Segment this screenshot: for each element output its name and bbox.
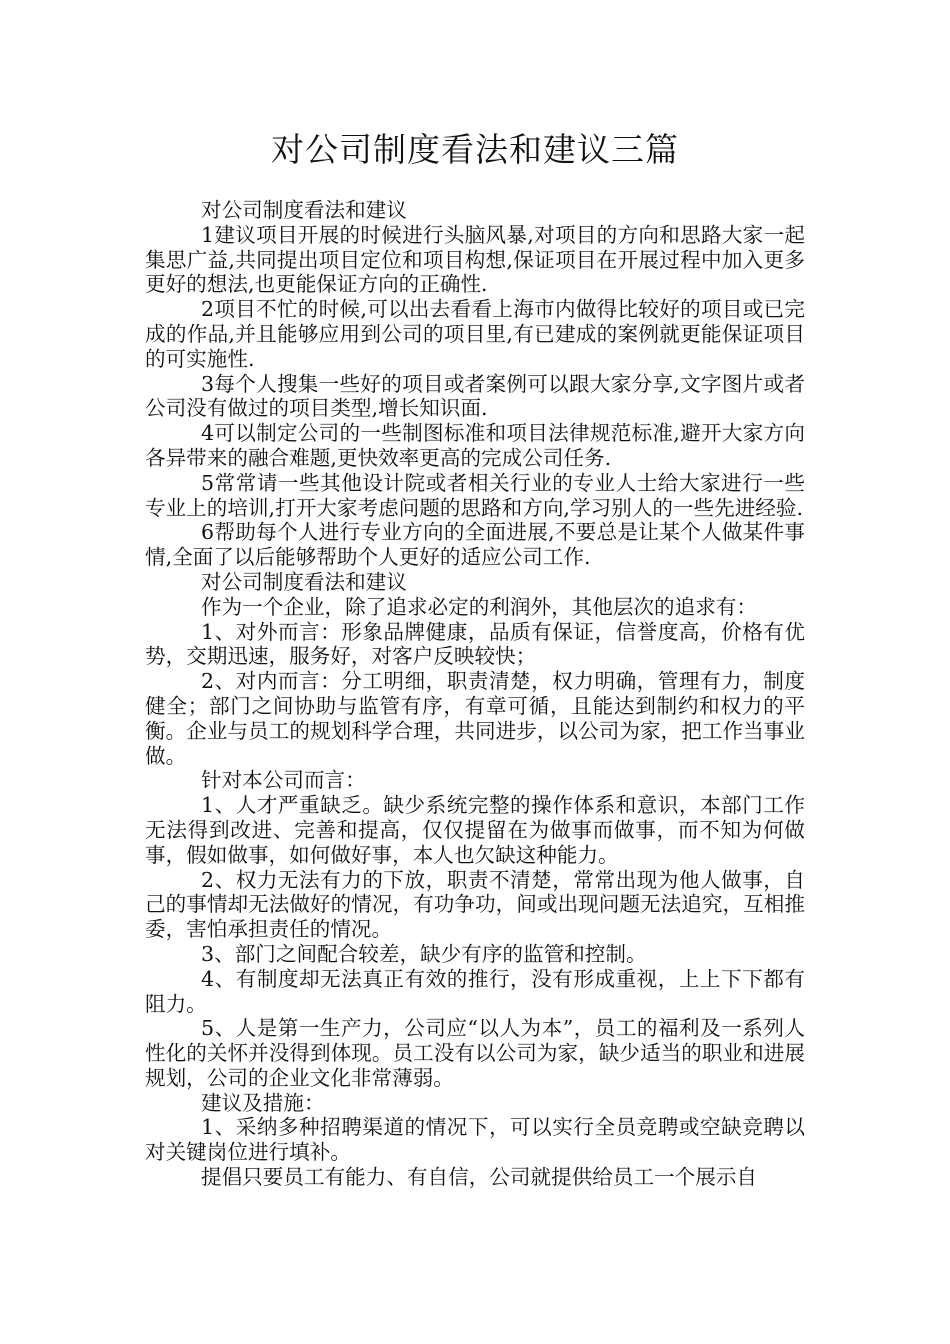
paragraph: 4可以制定公司的一些制图标准和项目法律规范标准,避开大家方向各异带来的融合难题,更快效率更高的完成公司任务.	[145, 421, 805, 470]
document-body	[145, 198, 805, 1190]
document-title: 对公司制度看法和建议三篇	[271, 130, 679, 169]
paragraph: 1、对外而言：形象品牌健康，品质有保证，信誉度高，价格有优势，交期迅速，服务好，对客户反映较快；	[145, 619, 805, 669]
paragraph: 1、人才严重缺乏。缺少系统完整的操作体系和意识，本部门工作无法得到改进、完善和提高，仅仅提留在为做事而做事，而不知为何做事，假如做事，如何做好事，本人也欠缺这种能力。	[145, 793, 805, 867]
paragraph: 5、人是第一生产力，公司应“以人为本”，员工的福利及一系列人性化的关怀并没得到体现。员工没有以公司为家，缺少适当的职业和进展规划，公司的企业文化非常薄弱。	[145, 1016, 805, 1090]
document-page	[145, 128, 805, 1190]
paragraph: 2、权力无法有力的下放，职责不清楚，常常出现为他人做事，自己的事情却无法做好的情况，有功争功，间或出现问题无法追究，互相推委，害怕承担责任的情况。	[145, 867, 805, 942]
paragraph: 5常常请一些其他设计院或者相关行业的专业人士给大家进行一些专业上的培训,打开大家考虑问题的思路和方向,学习别人的一些先进经验.	[145, 470, 805, 520]
paragraph: 针对本公司而言：	[201, 768, 366, 793]
paragraph: 2、对内而言：分工明细，职责清楚，权力明确，管理有力，制度健全；部门之间协助与监管有序，有章可循，且能达到制约和权力的平衡。企业与员工的规划科学合理，共同进步，以公司为家，把工作当事业做。	[145, 669, 805, 768]
paragraph: 3、部门之间配合较差，缺少有序的监管和控制。	[201, 941, 647, 966]
paragraph: 4、有制度却无法真正有效的推行，没有形成重视，上上下下都有阻力。	[145, 966, 805, 1016]
paragraph: 2项目不忙的时候,可以出去看看上海市内做得比较好的项目或已完成的作品,并且能够应用到公司的项目里,有已建成的案例就更能保证项目的可实施性.	[145, 297, 805, 371]
paragraph: 1建议项目开展的时候进行头脑风暴,对项目的方向和思路大家一起集思广益,共同提出项目定位和项目构想,保证项目在开展过程中加入更多更好的想法,也更能保证方向的正确性.	[145, 222, 805, 297]
paragraph: 对公司制度看法和建议	[201, 569, 407, 594]
paragraph: 对公司制度看法和建议	[201, 198, 407, 222]
paragraph: 1、采纳多种招聘渠道的情况下，可以实行全员竞聘或空缺竞聘以对关键岗位进行填补。	[145, 1115, 805, 1165]
paragraph: 提倡只要员工有能力、有自信，公司就提供给员工一个展示自	[201, 1165, 758, 1190]
paragraph: 建议及措施：	[201, 1090, 325, 1115]
paragraph: 6帮助每个人进行专业方向的全面进展,不要总是让某个人做某件事情,全面了以后能够帮助个人更好的适应公司工作.	[145, 520, 805, 570]
paragraph: 作为一个企业，除了追求必定的利润外，其他层次的追求有：	[201, 594, 758, 619]
paragraph: 3每个人搜集一些好的项目或者案例可以跟大家分享,文字图片或者公司没有做过的项目类型,增长知识面.	[145, 371, 805, 421]
